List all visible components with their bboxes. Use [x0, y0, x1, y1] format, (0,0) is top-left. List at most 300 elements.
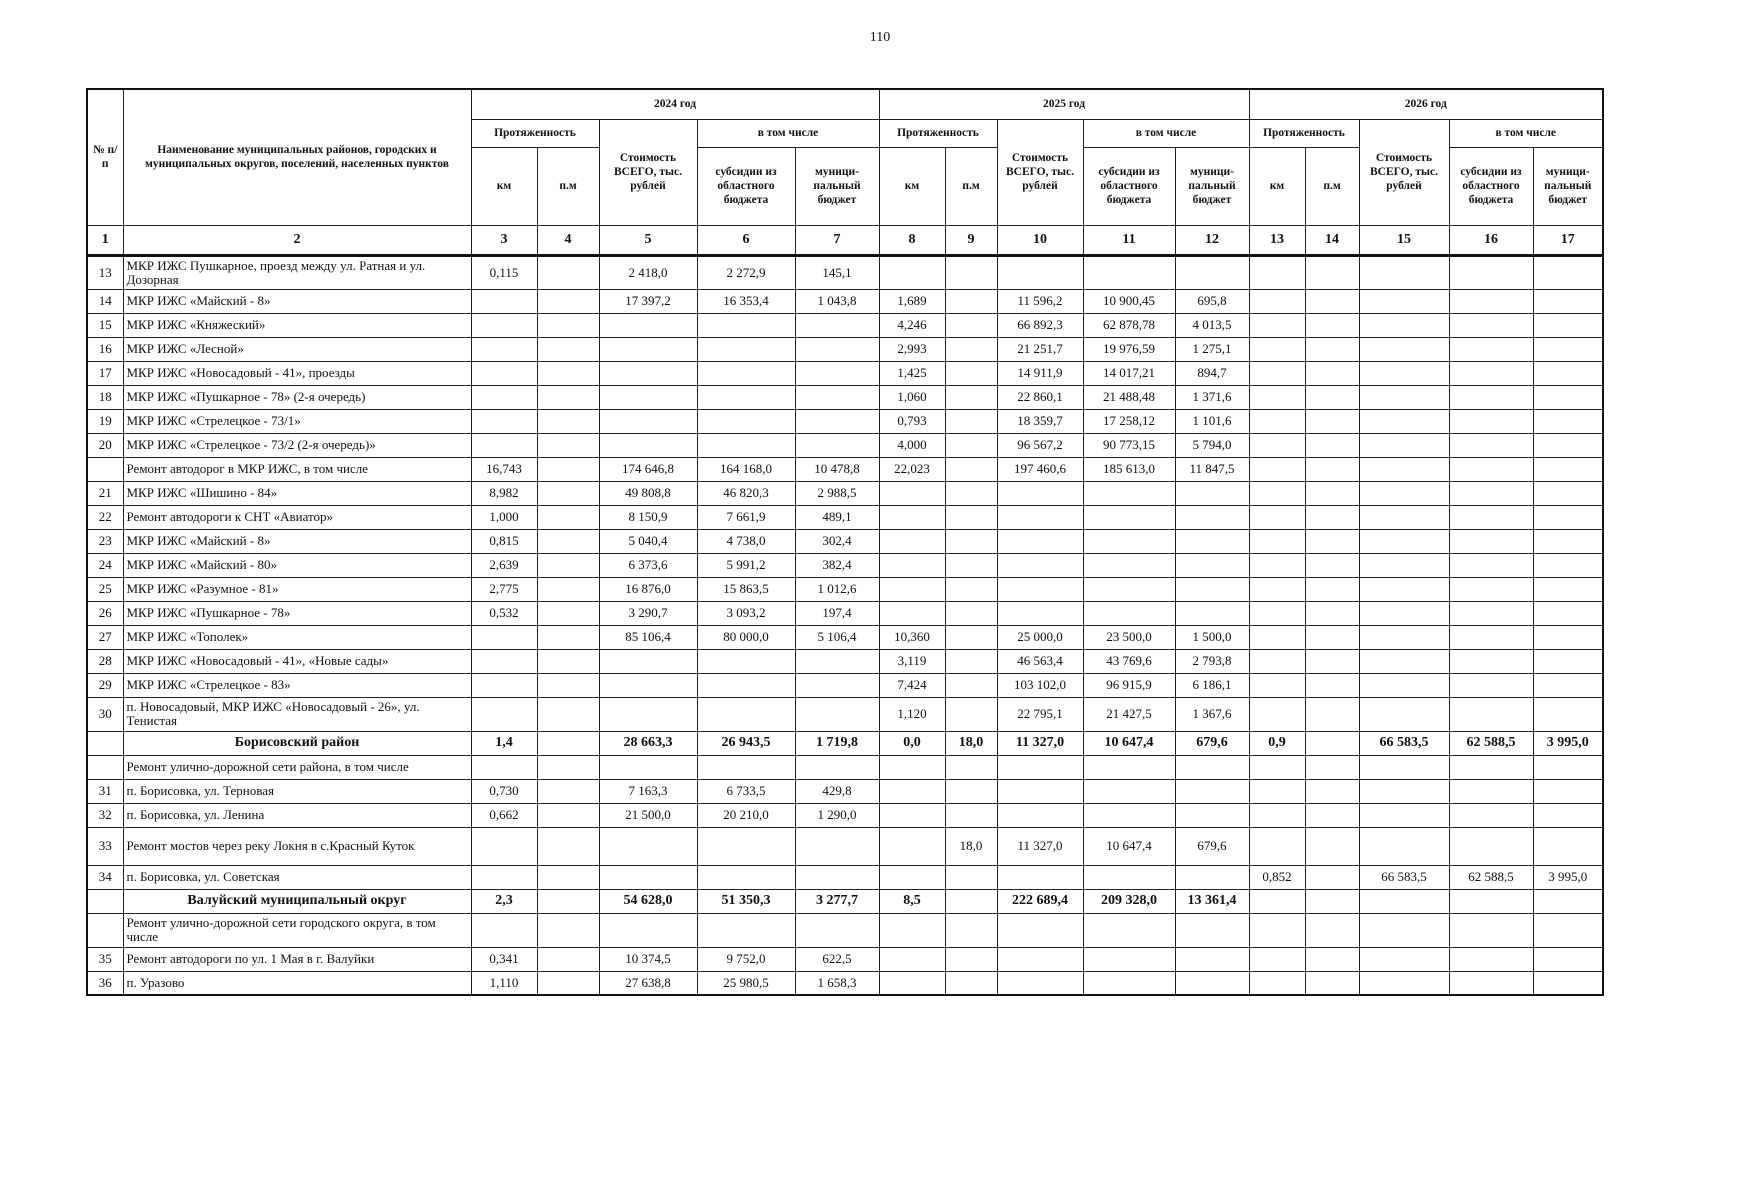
row-name: МКР ИЖС «Тополек»	[123, 625, 471, 649]
cell-col-3	[471, 755, 537, 779]
row-name: МКР ИЖС «Пушкарное - 78»	[123, 601, 471, 625]
cell-col-13	[1249, 577, 1305, 601]
cell-col-12: 11 847,5	[1175, 457, 1249, 481]
row-number: 32	[87, 803, 123, 827]
cell-col-13	[1249, 457, 1305, 481]
cell-col-9	[945, 553, 997, 577]
cell-col-11: 23 500,0	[1083, 625, 1175, 649]
cell-col-13	[1249, 601, 1305, 625]
cell-col-10	[997, 481, 1083, 505]
cell-col-7	[795, 697, 879, 731]
cell-col-3	[471, 649, 537, 673]
row-number: 22	[87, 505, 123, 529]
row-number: 20	[87, 433, 123, 457]
year-2025-header: 2025 год	[879, 89, 1249, 119]
cell-col-15	[1359, 361, 1449, 385]
cell-col-14	[1305, 361, 1359, 385]
cell-col-4	[537, 289, 599, 313]
cell-col-9	[945, 481, 997, 505]
cell-col-7	[795, 313, 879, 337]
cost-header: Стоимость ВСЕГО, тыс. рублей	[599, 119, 697, 225]
cell-col-7: 382,4	[795, 553, 879, 577]
cell-col-9	[945, 433, 997, 457]
cell-col-9	[945, 779, 997, 803]
cell-col-4	[537, 481, 599, 505]
row-number: 34	[87, 865, 123, 889]
cell-col-17	[1533, 947, 1603, 971]
row-number: 16	[87, 337, 123, 361]
row-number: 15	[87, 313, 123, 337]
column-number: 14	[1305, 225, 1359, 255]
table-row	[87, 577, 1603, 601]
cell-col-17	[1533, 889, 1603, 913]
cell-col-13	[1249, 971, 1305, 995]
row-name: п. Уразово	[123, 971, 471, 995]
cell-col-11	[1083, 255, 1175, 289]
km-header: км	[1249, 147, 1305, 225]
cell-col-13	[1249, 505, 1305, 529]
cell-col-13	[1249, 827, 1305, 865]
cell-col-10	[997, 947, 1083, 971]
cell-col-6: 4 738,0	[697, 529, 795, 553]
cell-col-3: 2,3	[471, 889, 537, 913]
cell-col-14	[1305, 433, 1359, 457]
cell-col-8	[879, 553, 945, 577]
row-number: 21	[87, 481, 123, 505]
cell-col-17	[1533, 553, 1603, 577]
cell-col-6: 9 752,0	[697, 947, 795, 971]
row-number: 14	[87, 289, 123, 313]
cell-col-9	[945, 337, 997, 361]
cell-col-5	[599, 865, 697, 889]
cell-col-13	[1249, 649, 1305, 673]
extent-header: Протяженность	[1249, 119, 1359, 147]
cell-col-13: 0,9	[1249, 731, 1305, 755]
row-number: 25	[87, 577, 123, 601]
cell-col-9	[945, 865, 997, 889]
cell-col-5: 3 290,7	[599, 601, 697, 625]
cell-col-16	[1449, 337, 1533, 361]
cell-col-13	[1249, 889, 1305, 913]
cell-col-7: 489,1	[795, 505, 879, 529]
cell-col-7	[795, 755, 879, 779]
cell-col-12	[1175, 971, 1249, 995]
km-header: км	[471, 147, 537, 225]
cell-col-12	[1175, 481, 1249, 505]
cell-col-17	[1533, 913, 1603, 947]
cell-col-16	[1449, 505, 1533, 529]
cell-col-4	[537, 827, 599, 865]
cell-col-7	[795, 409, 879, 433]
cell-col-14	[1305, 779, 1359, 803]
cell-col-8	[879, 601, 945, 625]
cell-col-14	[1305, 731, 1359, 755]
cell-col-10: 66 892,3	[997, 313, 1083, 337]
cell-col-4	[537, 889, 599, 913]
cell-col-3	[471, 625, 537, 649]
cell-col-10	[997, 577, 1083, 601]
cell-col-13	[1249, 255, 1305, 289]
cell-col-15	[1359, 433, 1449, 457]
table-row	[87, 255, 1603, 289]
cell-col-10: 197 460,6	[997, 457, 1083, 481]
cell-col-12: 1 371,6	[1175, 385, 1249, 409]
cell-col-8: 1,060	[879, 385, 945, 409]
cell-col-8: 1,425	[879, 361, 945, 385]
cell-col-3: 0,815	[471, 529, 537, 553]
cell-col-16	[1449, 289, 1533, 313]
cell-col-16	[1449, 409, 1533, 433]
cell-col-17	[1533, 971, 1603, 995]
cell-col-4	[537, 577, 599, 601]
cell-col-7: 622,5	[795, 947, 879, 971]
cell-col-10: 103 102,0	[997, 673, 1083, 697]
cell-col-15	[1359, 755, 1449, 779]
row-number: 28	[87, 649, 123, 673]
cell-col-14	[1305, 755, 1359, 779]
cell-col-12	[1175, 529, 1249, 553]
cell-col-10: 22 860,1	[997, 385, 1083, 409]
cell-col-16	[1449, 779, 1533, 803]
cell-col-7	[795, 827, 879, 865]
cell-col-15	[1359, 673, 1449, 697]
table-row	[87, 529, 1603, 553]
cell-col-9	[945, 505, 997, 529]
table-row	[87, 457, 1603, 481]
row-name: п. Борисовка, ул. Советская	[123, 865, 471, 889]
cell-col-8	[879, 577, 945, 601]
cell-col-5	[599, 337, 697, 361]
cell-col-5: 27 638,8	[599, 971, 697, 995]
cell-col-12	[1175, 755, 1249, 779]
cell-col-4	[537, 601, 599, 625]
cell-col-17	[1533, 697, 1603, 731]
cell-col-10: 18 359,7	[997, 409, 1083, 433]
group-row	[87, 731, 1603, 755]
cell-col-7: 10 478,8	[795, 457, 879, 481]
cell-col-7	[795, 913, 879, 947]
cell-col-8: 4,000	[879, 433, 945, 457]
cell-col-10: 222 689,4	[997, 889, 1083, 913]
cell-col-4	[537, 625, 599, 649]
cell-col-3	[471, 865, 537, 889]
column-number: 12	[1175, 225, 1249, 255]
cell-col-5: 85 106,4	[599, 625, 697, 649]
cell-col-10	[997, 913, 1083, 947]
cell-col-5	[599, 649, 697, 673]
cell-col-5	[599, 433, 697, 457]
cell-col-5: 16 876,0	[599, 577, 697, 601]
cell-col-3: 2,639	[471, 553, 537, 577]
cell-col-13	[1249, 803, 1305, 827]
cell-col-11: 19 976,59	[1083, 337, 1175, 361]
cell-col-6: 46 820,3	[697, 481, 795, 505]
cell-col-8	[879, 505, 945, 529]
cell-col-9	[945, 289, 997, 313]
cell-col-9	[945, 649, 997, 673]
cell-col-10	[997, 553, 1083, 577]
cell-col-11: 10 647,4	[1083, 827, 1175, 865]
cell-col-6	[697, 697, 795, 731]
cell-col-6: 51 350,3	[697, 889, 795, 913]
cell-col-17	[1533, 649, 1603, 673]
cell-col-16	[1449, 385, 1533, 409]
cell-col-13	[1249, 337, 1305, 361]
row-name: МКР ИЖС «Шишино - 84»	[123, 481, 471, 505]
cell-col-8: 2,993	[879, 337, 945, 361]
cell-col-5: 54 628,0	[599, 889, 697, 913]
cell-col-9	[945, 889, 997, 913]
cell-col-14	[1305, 803, 1359, 827]
cell-col-15	[1359, 457, 1449, 481]
cell-col-4	[537, 255, 599, 289]
cost-header: Стоимость ВСЕГО, тыс. рублей	[997, 119, 1083, 225]
cell-col-16	[1449, 625, 1533, 649]
cell-col-11	[1083, 779, 1175, 803]
subsidy-header: субсидии из областного бюджета	[697, 147, 795, 225]
cell-col-7	[795, 337, 879, 361]
cell-col-4	[537, 409, 599, 433]
cell-col-13: 0,852	[1249, 865, 1305, 889]
row-name: Ремонт мостов через реку Локня в с.Красный Куток	[123, 827, 471, 865]
cell-col-13	[1249, 289, 1305, 313]
row-name: п. Борисовка, ул. Терновая	[123, 779, 471, 803]
cell-col-8: 0,793	[879, 409, 945, 433]
cell-col-11	[1083, 577, 1175, 601]
cell-col-3: 0,115	[471, 255, 537, 289]
cell-col-3	[471, 313, 537, 337]
column-number: 9	[945, 225, 997, 255]
cell-col-3: 1,110	[471, 971, 537, 995]
subsidy-header: субсидии из областного бюджета	[1449, 147, 1533, 225]
cell-col-3	[471, 409, 537, 433]
cell-col-14	[1305, 385, 1359, 409]
cell-col-7: 1 719,8	[795, 731, 879, 755]
cell-col-3: 8,982	[471, 481, 537, 505]
table-row	[87, 625, 1603, 649]
cell-col-17	[1533, 481, 1603, 505]
cell-col-3	[471, 697, 537, 731]
cell-col-10: 96 567,2	[997, 433, 1083, 457]
table-row	[87, 289, 1603, 313]
cell-col-13	[1249, 697, 1305, 731]
cell-col-9	[945, 577, 997, 601]
cell-col-8	[879, 913, 945, 947]
cell-col-16	[1449, 255, 1533, 289]
cell-col-13	[1249, 913, 1305, 947]
cell-col-6: 7 661,9	[697, 505, 795, 529]
year-2026-header: 2026 год	[1249, 89, 1603, 119]
cell-col-4	[537, 865, 599, 889]
cell-col-7: 145,1	[795, 255, 879, 289]
cell-col-17	[1533, 337, 1603, 361]
cell-col-4	[537, 731, 599, 755]
cell-col-14	[1305, 649, 1359, 673]
row-number: 13	[87, 255, 123, 289]
cell-col-8	[879, 947, 945, 971]
cell-col-8	[879, 481, 945, 505]
cell-col-13	[1249, 409, 1305, 433]
cell-col-15	[1359, 803, 1449, 827]
cell-col-7: 5 106,4	[795, 625, 879, 649]
cell-col-16	[1449, 649, 1533, 673]
row-name: Ремонт улично-дорожной сети городского округа, в том числе	[123, 913, 471, 947]
cell-col-9	[945, 755, 997, 779]
cell-col-4	[537, 971, 599, 995]
cell-col-5: 49 808,8	[599, 481, 697, 505]
cell-col-14	[1305, 255, 1359, 289]
row-number: 36	[87, 971, 123, 995]
cell-col-15	[1359, 913, 1449, 947]
cell-col-12: 695,8	[1175, 289, 1249, 313]
cell-col-12: 6 186,1	[1175, 673, 1249, 697]
cell-col-13	[1249, 755, 1305, 779]
cell-col-8: 3,119	[879, 649, 945, 673]
cell-col-6	[697, 913, 795, 947]
row-name: Ремонт автодороги по ул. 1 Мая в г. Валуйки	[123, 947, 471, 971]
cell-col-8	[879, 971, 945, 995]
cell-col-17	[1533, 505, 1603, 529]
column-number: 6	[697, 225, 795, 255]
cell-col-8	[879, 755, 945, 779]
cell-col-9	[945, 255, 997, 289]
col-name-header: Наименование муниципальных районов, городских и муниципальных округов, поселений, населенных пунктов	[123, 89, 471, 225]
cell-col-4	[537, 779, 599, 803]
cell-col-11: 43 769,6	[1083, 649, 1175, 673]
cell-col-3	[471, 337, 537, 361]
group-row	[87, 889, 1603, 913]
cell-col-14	[1305, 505, 1359, 529]
cell-col-16	[1449, 971, 1533, 995]
page-number: 110	[869, 30, 891, 45]
cell-col-14	[1305, 697, 1359, 731]
cell-col-10: 22 795,1	[997, 697, 1083, 731]
cell-col-7: 302,4	[795, 529, 879, 553]
cell-col-16	[1449, 913, 1533, 947]
row-name: МКР ИЖС «Майский - 80»	[123, 553, 471, 577]
cell-col-17	[1533, 361, 1603, 385]
cell-col-7	[795, 433, 879, 457]
cell-col-12	[1175, 553, 1249, 577]
cell-col-15	[1359, 649, 1449, 673]
cell-col-11: 10 647,4	[1083, 731, 1175, 755]
cell-col-14	[1305, 625, 1359, 649]
table-row	[87, 601, 1603, 625]
cell-col-6: 25 980,5	[697, 971, 795, 995]
cell-col-16	[1449, 889, 1533, 913]
table-row	[87, 385, 1603, 409]
cell-col-3: 0,532	[471, 601, 537, 625]
row-number: 29	[87, 673, 123, 697]
table-row	[87, 697, 1603, 731]
row-name: МКР ИЖС «Лесной»	[123, 337, 471, 361]
cell-col-17	[1533, 577, 1603, 601]
cell-col-14	[1305, 313, 1359, 337]
column-number: 4	[537, 225, 599, 255]
cell-col-11: 21 488,48	[1083, 385, 1175, 409]
cell-col-17	[1533, 289, 1603, 313]
cell-col-5: 7 163,3	[599, 779, 697, 803]
cell-col-4	[537, 433, 599, 457]
cell-col-10: 21 251,7	[997, 337, 1083, 361]
cell-col-3	[471, 827, 537, 865]
cell-col-4	[537, 361, 599, 385]
cell-col-15	[1359, 289, 1449, 313]
cell-col-6	[697, 755, 795, 779]
cell-col-6	[697, 865, 795, 889]
cell-col-7: 2 988,5	[795, 481, 879, 505]
row-name: МКР ИЖС «Стрелецкое - 73/2 (2-я очередь)»	[123, 433, 471, 457]
row-number	[87, 731, 123, 755]
row-number: 17	[87, 361, 123, 385]
cell-col-14	[1305, 947, 1359, 971]
road-repair-table	[86, 88, 1604, 996]
cell-col-6: 6 733,5	[697, 779, 795, 803]
cell-col-16	[1449, 577, 1533, 601]
cell-col-10	[997, 971, 1083, 995]
row-name: п. Борисовка, ул. Ленина	[123, 803, 471, 827]
cell-col-8: 4,246	[879, 313, 945, 337]
cell-col-16	[1449, 803, 1533, 827]
cell-col-15	[1359, 697, 1449, 731]
row-number: 19	[87, 409, 123, 433]
cell-col-8	[879, 803, 945, 827]
cell-col-11: 17 258,12	[1083, 409, 1175, 433]
table-row	[87, 803, 1603, 827]
cell-col-10: 14 911,9	[997, 361, 1083, 385]
cell-col-12: 4 013,5	[1175, 313, 1249, 337]
cell-col-6	[697, 337, 795, 361]
cell-col-3: 0,730	[471, 779, 537, 803]
cell-col-14	[1305, 673, 1359, 697]
cell-col-6: 80 000,0	[697, 625, 795, 649]
cell-col-6	[697, 827, 795, 865]
cell-col-15	[1359, 385, 1449, 409]
row-number	[87, 889, 123, 913]
cell-col-6	[697, 433, 795, 457]
cell-col-15	[1359, 827, 1449, 865]
row-number: 18	[87, 385, 123, 409]
cell-col-11: 96 915,9	[1083, 673, 1175, 697]
cell-col-7: 1 043,8	[795, 289, 879, 313]
cell-col-10	[997, 529, 1083, 553]
column-number: 16	[1449, 225, 1533, 255]
cell-col-13	[1249, 385, 1305, 409]
row-name: МКР ИЖС «Стрелецкое - 73/1»	[123, 409, 471, 433]
cell-col-15	[1359, 889, 1449, 913]
cell-col-10: 11 327,0	[997, 731, 1083, 755]
cell-col-4	[537, 947, 599, 971]
cell-col-5	[599, 409, 697, 433]
cell-col-15	[1359, 313, 1449, 337]
cell-col-11: 209 328,0	[1083, 889, 1175, 913]
incl-header: в том числе	[1083, 119, 1249, 147]
cell-col-17	[1533, 313, 1603, 337]
column-number: 17	[1533, 225, 1603, 255]
cell-col-10: 46 563,4	[997, 649, 1083, 673]
municipal-header: муници-пальный бюджет	[795, 147, 879, 225]
cell-col-13	[1249, 313, 1305, 337]
table-row	[87, 433, 1603, 457]
cell-col-11: 21 427,5	[1083, 697, 1175, 731]
cell-col-5	[599, 385, 697, 409]
cell-col-14	[1305, 481, 1359, 505]
cell-col-7	[795, 865, 879, 889]
cell-col-9	[945, 601, 997, 625]
col-no-header: № п/п	[87, 89, 123, 225]
cell-col-5	[599, 827, 697, 865]
row-name: Ремонт автодороги к СНТ «Авиатор»	[123, 505, 471, 529]
